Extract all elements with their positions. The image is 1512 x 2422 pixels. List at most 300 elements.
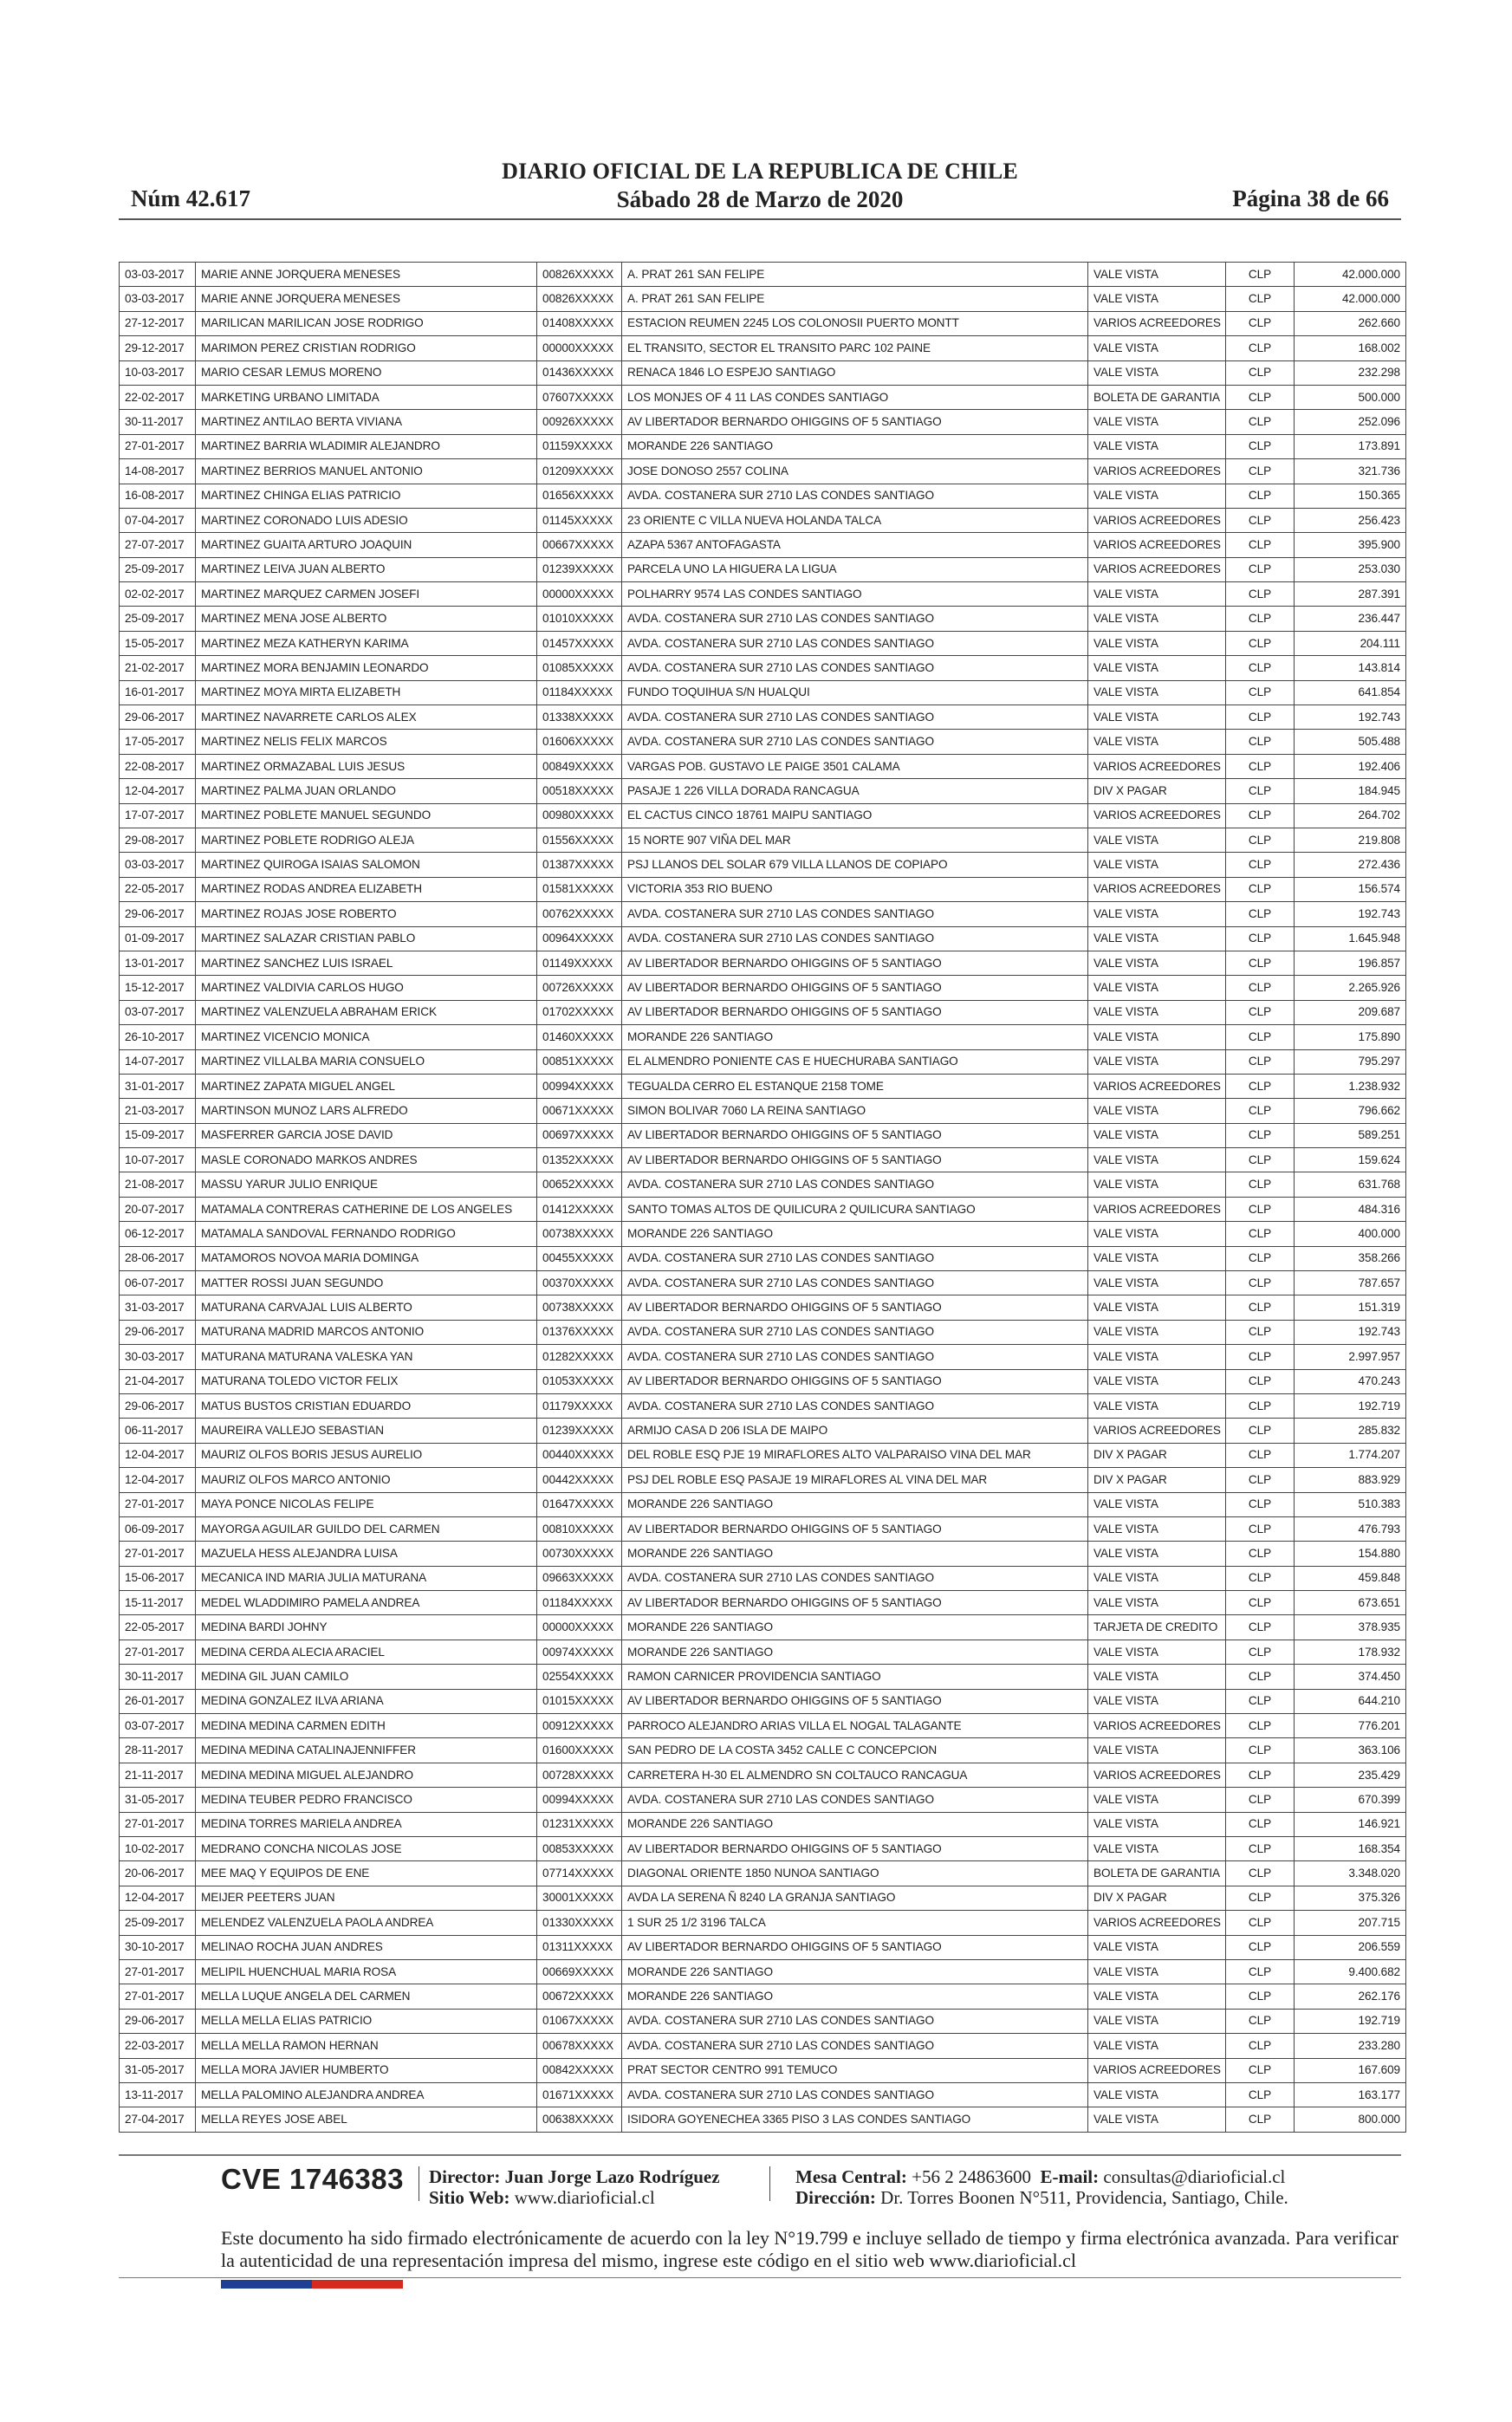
row-name: MARTINEZ ROJAS JOSE ROBERTO: [196, 902, 537, 926]
table-row: [120, 607, 1406, 631]
row-address: EL CACTUS CINCO 18761 MAIPU SANTIAGO: [622, 803, 1088, 828]
row-amount: 484.316: [1295, 1197, 1406, 1221]
footer-separator: [769, 2166, 770, 2201]
row-address: JOSE DONOSO 2557 COLINA: [622, 459, 1088, 484]
row-rut: 00730XXXXX: [537, 1542, 622, 1566]
row-rut: 01460XXXXX: [537, 1025, 622, 1049]
row-rut: 00455XXXXX: [537, 1246, 622, 1270]
row-amount: 232.298: [1295, 360, 1406, 385]
contact-info: [795, 2166, 1288, 2208]
row-amount: 776.201: [1295, 1714, 1406, 1738]
row-date: 27-01-2017: [120, 1492, 196, 1516]
row-document-type: VALE VISTA: [1088, 1222, 1226, 1246]
table-row: [120, 1886, 1406, 1910]
row-date: 22-03-2017: [120, 2034, 196, 2058]
table-row: [120, 1345, 1406, 1369]
row-rut: 01282XXXXX: [537, 1345, 622, 1369]
row-rut: 01436XXXXX: [537, 360, 622, 385]
web-link[interactable]: www.diarioficial.cl: [514, 2187, 655, 2208]
row-amount: 1.238.932: [1295, 1074, 1406, 1098]
row-document-type: VALE VISTA: [1088, 1837, 1226, 1861]
row-address: SIMON BOLIVAR 7060 LA REINA SANTIAGO: [622, 1099, 1088, 1123]
row-rut: 00974XXXXX: [537, 1640, 622, 1664]
row-date: 12-04-2017: [120, 1443, 196, 1467]
row-name: MARTINEZ VALDIVIA CARLOS HUGO: [196, 976, 537, 1000]
table-row: [120, 1295, 1406, 1320]
row-currency: CLP: [1226, 754, 1295, 778]
row-date: 21-11-2017: [120, 1763, 196, 1787]
footer-divider-bottom: [119, 2277, 1401, 2278]
row-address: MORANDE 226 SANTIAGO: [622, 1640, 1088, 1664]
row-document-type: VALE VISTA: [1088, 1788, 1226, 1812]
row-name: MARTINEZ POBLETE RODRIGO ALEJA: [196, 828, 537, 852]
row-date: 28-06-2017: [120, 1246, 196, 1270]
row-rut: 01656XXXXX: [537, 484, 622, 508]
row-address: AV LIBERTADOR BERNARDO OHIGGINS OF 5 SANTIAGO: [622, 1148, 1088, 1172]
row-document-type: VALE VISTA: [1088, 656, 1226, 680]
row-date: 27-01-2017: [120, 1542, 196, 1566]
table-row: [120, 582, 1406, 607]
row-currency: CLP: [1226, 1788, 1295, 1812]
row-rut: 01647XXXXX: [537, 1492, 622, 1516]
row-currency: CLP: [1226, 902, 1295, 926]
row-currency: CLP: [1226, 607, 1295, 631]
row-amount: 192.743: [1295, 1320, 1406, 1344]
row-rut: 00980XXXXX: [537, 803, 622, 828]
flag-blue-stripe: [221, 2280, 312, 2289]
row-name: MARTINEZ BERRIOS MANUEL ANTONIO: [196, 459, 537, 484]
row-amount: 253.030: [1295, 557, 1406, 581]
row-rut: 01702XXXXX: [537, 1000, 622, 1024]
row-rut: 01085XXXXX: [537, 656, 622, 680]
table-row: [120, 877, 1406, 901]
row-currency: CLP: [1226, 533, 1295, 557]
row-address: DEL ROBLE ESQ PJE 19 MIRAFLORES ALTO VALPARAISO VINA DEL MAR: [622, 1443, 1088, 1467]
row-currency: CLP: [1226, 1837, 1295, 1861]
row-address: AVDA. COSTANERA SUR 2710 LAS CONDES SANTIAGO: [622, 1246, 1088, 1270]
row-date: 07-04-2017: [120, 508, 196, 532]
row-address: 1 SUR 25 1/2 3196 TALCA: [622, 1911, 1088, 1935]
row-document-type: VALE VISTA: [1088, 730, 1226, 754]
row-amount: 219.808: [1295, 828, 1406, 852]
row-rut: 00726XXXXX: [537, 976, 622, 1000]
row-name: MEDINA MEDINA MIGUEL ALEJANDRO: [196, 1763, 537, 1787]
row-document-type: VALE VISTA: [1088, 1295, 1226, 1320]
table-row: [120, 459, 1406, 484]
row-name: MASFERRER GARCIA JOSE DAVID: [196, 1123, 537, 1147]
row-document-type: VALE VISTA: [1088, 1984, 1226, 2009]
row-amount: 505.488: [1295, 730, 1406, 754]
row-amount: 500.000: [1295, 385, 1406, 409]
row-rut: 01338XXXXX: [537, 705, 622, 730]
row-amount: 9.400.682: [1295, 1959, 1406, 1984]
table-row: [120, 1369, 1406, 1393]
row-document-type: VALE VISTA: [1088, 1516, 1226, 1541]
table-row: [120, 508, 1406, 532]
table-row: [120, 1049, 1406, 1074]
row-document-type: VALE VISTA: [1088, 951, 1226, 975]
row-amount: 264.702: [1295, 803, 1406, 828]
table-row: [120, 1025, 1406, 1049]
row-document-type: VALE VISTA: [1088, 1271, 1226, 1295]
table-row: [120, 828, 1406, 852]
row-name: MAYORGA AGUILAR GUILDO DEL CARMEN: [196, 1516, 537, 1541]
row-document-type: VARIOS ACREEDORES: [1088, 311, 1226, 335]
email-link[interactable]: consultas@diarioficial.cl: [1103, 2166, 1286, 2187]
row-address: AV LIBERTADOR BERNARDO OHIGGINS OF 5 SANTIAGO: [622, 1123, 1088, 1147]
row-amount: 159.624: [1295, 1148, 1406, 1172]
row-address: ARMIJO CASA D 206 ISLA DE MAIPO: [622, 1419, 1088, 1443]
row-amount: 2.997.957: [1295, 1345, 1406, 1369]
row-rut: 01311XXXXX: [537, 1935, 622, 1959]
footer-divider-top: [119, 2154, 1401, 2156]
row-address: AVDA. COSTANERA SUR 2710 LAS CONDES SANTIAGO: [622, 902, 1088, 926]
row-currency: CLP: [1226, 2107, 1295, 2132]
row-document-type: VALE VISTA: [1088, 2082, 1226, 2107]
row-address: RENACA 1846 LO ESPEJO SANTIAGO: [622, 360, 1088, 385]
row-document-type: DIV X PAGAR: [1088, 1443, 1226, 1467]
table-row: [120, 1566, 1406, 1590]
row-date: 25-09-2017: [120, 557, 196, 581]
row-name: MEDINA CERDA ALECIA ARACIEL: [196, 1640, 537, 1664]
row-currency: CLP: [1226, 1516, 1295, 1541]
row-date: 29-06-2017: [120, 1393, 196, 1418]
row-name: MARTINEZ SALAZAR CRISTIAN PABLO: [196, 926, 537, 951]
row-name: MATAMALA CONTRERAS CATHERINE DE LOS ANGELES: [196, 1197, 537, 1221]
row-document-type: VALE VISTA: [1088, 2107, 1226, 2132]
row-currency: CLP: [1226, 1959, 1295, 1984]
row-document-type: VARIOS ACREEDORES: [1088, 754, 1226, 778]
row-name: MATURANA MADRID MARCOS ANTONIO: [196, 1320, 537, 1344]
row-date: 30-11-2017: [120, 410, 196, 434]
row-currency: CLP: [1226, 730, 1295, 754]
row-document-type: VALE VISTA: [1088, 1000, 1226, 1024]
row-rut: 00762XXXXX: [537, 902, 622, 926]
table-row: [120, 1222, 1406, 1246]
row-rut: 00652XXXXX: [537, 1172, 622, 1197]
row-address: AVDA. COSTANERA SUR 2710 LAS CONDES SANTIAGO: [622, 926, 1088, 951]
row-document-type: VALE VISTA: [1088, 1345, 1226, 1369]
row-date: 22-05-2017: [120, 1615, 196, 1640]
row-date: 14-07-2017: [120, 1049, 196, 1074]
row-address: AV LIBERTADOR BERNARDO OHIGGINS OF 5 SANTIAGO: [622, 1837, 1088, 1861]
row-rut: 00853XXXXX: [537, 1837, 622, 1861]
row-name: MARTINEZ GUAITA ARTURO JOAQUIN: [196, 533, 537, 557]
row-name: MEDINA TEUBER PEDRO FRANCISCO: [196, 1788, 537, 1812]
row-amount: 42.000.000: [1295, 287, 1406, 311]
row-amount: 192.406: [1295, 754, 1406, 778]
address-value: Dr. Torres Boonen N°511, Providencia, Santiago, Chile.: [880, 2187, 1288, 2208]
row-date: 10-03-2017: [120, 360, 196, 385]
header-divider: [119, 218, 1401, 220]
table-row: [120, 656, 1406, 680]
row-address: AV LIBERTADOR BERNARDO OHIGGINS OF 5 SANTIAGO: [622, 1516, 1088, 1541]
issue-number: Núm 42.617: [131, 185, 251, 211]
row-amount: 42.000.000: [1295, 263, 1406, 287]
row-currency: CLP: [1226, 2034, 1295, 2058]
row-address: MORANDE 226 SANTIAGO: [622, 1615, 1088, 1640]
row-name: MARIE ANNE JORQUERA MENESES: [196, 263, 537, 287]
row-currency: CLP: [1226, 360, 1295, 385]
table-row: [120, 951, 1406, 975]
row-currency: CLP: [1226, 1000, 1295, 1024]
row-currency: CLP: [1226, 1468, 1295, 1492]
row-amount: 510.383: [1295, 1492, 1406, 1516]
row-address: FUNDO TOQUIHUA S/N HUALQUI: [622, 680, 1088, 705]
row-document-type: VALE VISTA: [1088, 410, 1226, 434]
row-rut: 00671XXXXX: [537, 1099, 622, 1123]
row-rut: 00994XXXXX: [537, 1788, 622, 1812]
table-row: [120, 533, 1406, 557]
table-row: [120, 385, 1406, 409]
row-currency: CLP: [1226, 1369, 1295, 1393]
row-document-type: VALE VISTA: [1088, 1542, 1226, 1566]
table-row: [120, 680, 1406, 705]
row-date: 27-01-2017: [120, 434, 196, 458]
row-date: 17-05-2017: [120, 730, 196, 754]
row-date: 21-02-2017: [120, 656, 196, 680]
row-name: MASSU YARUR JULIO ENRIQUE: [196, 1172, 537, 1197]
row-address: AV LIBERTADOR BERNARDO OHIGGINS OF 5 SANTIAGO: [622, 1000, 1088, 1024]
row-date: 29-06-2017: [120, 705, 196, 730]
row-document-type: VARIOS ACREEDORES: [1088, 459, 1226, 484]
row-document-type: VALE VISTA: [1088, 976, 1226, 1000]
row-currency: CLP: [1226, 1222, 1295, 1246]
row-rut: 00851XXXXX: [537, 1049, 622, 1074]
row-name: MEDINA GONZALEZ ILVA ARIANA: [196, 1689, 537, 1713]
row-date: 31-05-2017: [120, 2058, 196, 2082]
row-currency: CLP: [1226, 1295, 1295, 1320]
row-currency: CLP: [1226, 1984, 1295, 2009]
row-rut: 07714XXXXX: [537, 1861, 622, 1886]
row-currency: CLP: [1226, 1049, 1295, 1074]
row-rut: 00826XXXXX: [537, 287, 622, 311]
row-name: MEIJER PEETERS JUAN: [196, 1886, 537, 1910]
row-address: VICTORIA 353 RIO BUENO: [622, 877, 1088, 901]
row-currency: CLP: [1226, 656, 1295, 680]
row-name: MARTINEZ BARRIA WLADIMIR ALEJANDRO: [196, 434, 537, 458]
row-address: ESTACION REUMEN 2245 LOS COLONOSII PUERTO MONTT: [622, 311, 1088, 335]
row-rut: 01376XXXXX: [537, 1320, 622, 1344]
row-date: 16-08-2017: [120, 484, 196, 508]
row-rut: 00826XXXXX: [537, 263, 622, 287]
row-date: 15-06-2017: [120, 1566, 196, 1590]
table-row: [120, 976, 1406, 1000]
director-info: [429, 2166, 720, 2208]
row-currency: CLP: [1226, 853, 1295, 877]
row-amount: 184.945: [1295, 779, 1406, 803]
row-date: 15-12-2017: [120, 976, 196, 1000]
row-currency: CLP: [1226, 410, 1295, 434]
row-address: AVDA. COSTANERA SUR 2710 LAS CONDES SANTIAGO: [622, 656, 1088, 680]
row-name: MARTINSON MUNOZ LARS ALFREDO: [196, 1099, 537, 1123]
table-row: [120, 1197, 1406, 1221]
table-row: [120, 2034, 1406, 2058]
row-address: AVDA. COSTANERA SUR 2710 LAS CONDES SANTIAGO: [622, 1320, 1088, 1344]
row-currency: CLP: [1226, 2009, 1295, 2033]
row-date: 22-02-2017: [120, 385, 196, 409]
row-address: AVDA. COSTANERA SUR 2710 LAS CONDES SANTIAGO: [622, 705, 1088, 730]
row-address: EL ALMENDRO PONIENTE CAS E HUECHURABA SANTIAGO: [622, 1049, 1088, 1074]
row-date: 30-11-2017: [120, 1665, 196, 1689]
row-amount: 641.854: [1295, 680, 1406, 705]
row-amount: 363.106: [1295, 1738, 1406, 1763]
row-document-type: VARIOS ACREEDORES: [1088, 1763, 1226, 1787]
row-document-type: VARIOS ACREEDORES: [1088, 557, 1226, 581]
row-currency: CLP: [1226, 631, 1295, 655]
row-document-type: VALE VISTA: [1088, 360, 1226, 385]
row-currency: CLP: [1226, 311, 1295, 335]
row-amount: 673.651: [1295, 1591, 1406, 1615]
address-label: Dirección:: [795, 2187, 876, 2208]
row-date: 25-09-2017: [120, 607, 196, 631]
row-rut: 01239XXXXX: [537, 1419, 622, 1443]
table-row: [120, 1148, 1406, 1172]
row-document-type: VARIOS ACREEDORES: [1088, 2058, 1226, 2082]
row-address: POLHARRY 9574 LAS CONDES SANTIAGO: [622, 582, 1088, 607]
table-row: [120, 360, 1406, 385]
row-document-type: VALE VISTA: [1088, 607, 1226, 631]
table-row: [120, 1591, 1406, 1615]
row-rut: 01352XXXXX: [537, 1148, 622, 1172]
row-document-type: VALE VISTA: [1088, 631, 1226, 655]
row-rut: 00738XXXXX: [537, 1295, 622, 1320]
row-name: MARIE ANNE JORQUERA MENESES: [196, 287, 537, 311]
row-name: MARTINEZ MOYA MIRTA ELIZABETH: [196, 680, 537, 705]
row-name: MECANICA IND MARIA JULIA MATURANA: [196, 1566, 537, 1590]
table-row: [120, 1172, 1406, 1197]
row-currency: CLP: [1226, 779, 1295, 803]
row-document-type: VALE VISTA: [1088, 1665, 1226, 1689]
row-rut: 00912XXXXX: [537, 1714, 622, 1738]
row-date: 14-08-2017: [120, 459, 196, 484]
row-currency: CLP: [1226, 1689, 1295, 1713]
row-address: PARCELA UNO LA HIGUERA LA LIGUA: [622, 557, 1088, 581]
row-date: 03-03-2017: [120, 263, 196, 287]
row-name: MAYA PONCE NICOLAS FELIPE: [196, 1492, 537, 1516]
row-rut: 00697XXXXX: [537, 1123, 622, 1147]
row-address: VARGAS POB. GUSTAVO LE PAIGE 3501 CALAMA: [622, 754, 1088, 778]
row-currency: CLP: [1226, 1911, 1295, 1935]
row-rut: 01209XXXXX: [537, 459, 622, 484]
row-rut: 01010XXXXX: [537, 607, 622, 631]
row-amount: 272.436: [1295, 853, 1406, 877]
row-name: MATUS BUSTOS CRISTIAN EDUARDO: [196, 1393, 537, 1418]
table-row: [120, 1665, 1406, 1689]
row-amount: 589.251: [1295, 1123, 1406, 1147]
table-row: [120, 1123, 1406, 1147]
row-amount: 3.348.020: [1295, 1861, 1406, 1886]
row-name: MEDRANO CONCHA NICOLAS JOSE: [196, 1837, 537, 1861]
row-document-type: VALE VISTA: [1088, 1025, 1226, 1049]
row-amount: 192.743: [1295, 705, 1406, 730]
row-currency: CLP: [1226, 385, 1295, 409]
table-row: [120, 705, 1406, 730]
row-amount: 374.450: [1295, 1665, 1406, 1689]
row-currency: CLP: [1226, 263, 1295, 287]
table-row: [120, 1099, 1406, 1123]
row-amount: 206.559: [1295, 1935, 1406, 1959]
row-currency: CLP: [1226, 557, 1295, 581]
row-address: AV LIBERTADOR BERNARDO OHIGGINS OF 5 SANTIAGO: [622, 1295, 1088, 1320]
row-currency: CLP: [1226, 828, 1295, 852]
table-row: [120, 1837, 1406, 1861]
row-address: AVDA. COSTANERA SUR 2710 LAS CONDES SANTIAGO: [622, 484, 1088, 508]
row-rut: 01600XXXXX: [537, 1738, 622, 1763]
row-date: 03-03-2017: [120, 287, 196, 311]
row-rut: 00672XXXXX: [537, 1984, 622, 2009]
table-row: [120, 730, 1406, 754]
row-currency: CLP: [1226, 951, 1295, 975]
row-address: CARRETERA H-30 EL ALMENDRO SN COLTAUCO RANCAGUA: [622, 1763, 1088, 1787]
row-name: MEDINA TORRES MARIELA ANDREA: [196, 1812, 537, 1836]
row-date: 22-05-2017: [120, 877, 196, 901]
row-address: AVDA. COSTANERA SUR 2710 LAS CONDES SANTIAGO: [622, 730, 1088, 754]
table-row: [120, 902, 1406, 926]
row-rut: 01556XXXXX: [537, 828, 622, 852]
row-currency: CLP: [1226, 1148, 1295, 1172]
row-document-type: VALE VISTA: [1088, 1099, 1226, 1123]
row-currency: CLP: [1226, 484, 1295, 508]
row-amount: 262.660: [1295, 311, 1406, 335]
row-name: MEE MAQ Y EQUIPOS DE ENE: [196, 1861, 537, 1886]
row-date: 03-07-2017: [120, 1714, 196, 1738]
row-date: 28-11-2017: [120, 1738, 196, 1763]
row-currency: CLP: [1226, 976, 1295, 1000]
row-date: 15-05-2017: [120, 631, 196, 655]
row-amount: 358.266: [1295, 1246, 1406, 1270]
row-name: MARTINEZ PALMA JUAN ORLANDO: [196, 779, 537, 803]
row-date: 29-06-2017: [120, 1320, 196, 1344]
table-row: [120, 1074, 1406, 1098]
row-rut: 01457XXXXX: [537, 631, 622, 655]
row-rut: 02554XXXXX: [537, 1665, 622, 1689]
row-address: MORANDE 226 SANTIAGO: [622, 1984, 1088, 2009]
row-date: 17-07-2017: [120, 803, 196, 828]
row-name: MELIPIL HUENCHUAL MARIA ROSA: [196, 1959, 537, 1984]
row-currency: CLP: [1226, 1566, 1295, 1590]
row-document-type: VALE VISTA: [1088, 1049, 1226, 1074]
table-row: [120, 803, 1406, 828]
verification-notice: Este documento ha sido firmado electrónicamente de acuerdo con la ley N°19.799 e incluye sellado de tiempo y firma electrónica avanzada. Para verificar la autenticidad de una representación impresa del mismo, ingrese este código en el sitio web www.diarioficial.cl: [221, 2227, 1398, 2271]
table-row: [120, 1320, 1406, 1344]
row-name: MARTINEZ CHINGA ELIAS PATRICIO: [196, 484, 537, 508]
row-currency: CLP: [1226, 1665, 1295, 1689]
masthead: [119, 158, 1401, 213]
row-name: MARTINEZ NAVARRETE CARLOS ALEX: [196, 705, 537, 730]
row-rut: 00810XXXXX: [537, 1516, 622, 1541]
row-amount: 883.929: [1295, 1468, 1406, 1492]
row-amount: 154.880: [1295, 1542, 1406, 1566]
row-rut: 01067XXXXX: [537, 2009, 622, 2033]
row-currency: CLP: [1226, 877, 1295, 901]
row-rut: 00518XXXXX: [537, 779, 622, 803]
row-name: MARTINEZ ZAPATA MIGUEL ANGEL: [196, 1074, 537, 1098]
row-amount: 143.814: [1295, 656, 1406, 680]
row-date: 27-07-2017: [120, 533, 196, 557]
row-document-type: VALE VISTA: [1088, 1148, 1226, 1172]
row-address: DIAGONAL ORIENTE 1850 NUNOA SANTIAGO: [622, 1861, 1088, 1886]
row-document-type: VALE VISTA: [1088, 1492, 1226, 1516]
row-rut: 01184XXXXX: [537, 680, 622, 705]
row-document-type: VALE VISTA: [1088, 1640, 1226, 1664]
table-row: [120, 1443, 1406, 1467]
row-address: MORANDE 226 SANTIAGO: [622, 1492, 1088, 1516]
row-date: 16-01-2017: [120, 680, 196, 705]
row-date: 12-04-2017: [120, 1886, 196, 1910]
row-rut: 09663XXXXX: [537, 1566, 622, 1590]
row-document-type: VARIOS ACREEDORES: [1088, 1197, 1226, 1221]
